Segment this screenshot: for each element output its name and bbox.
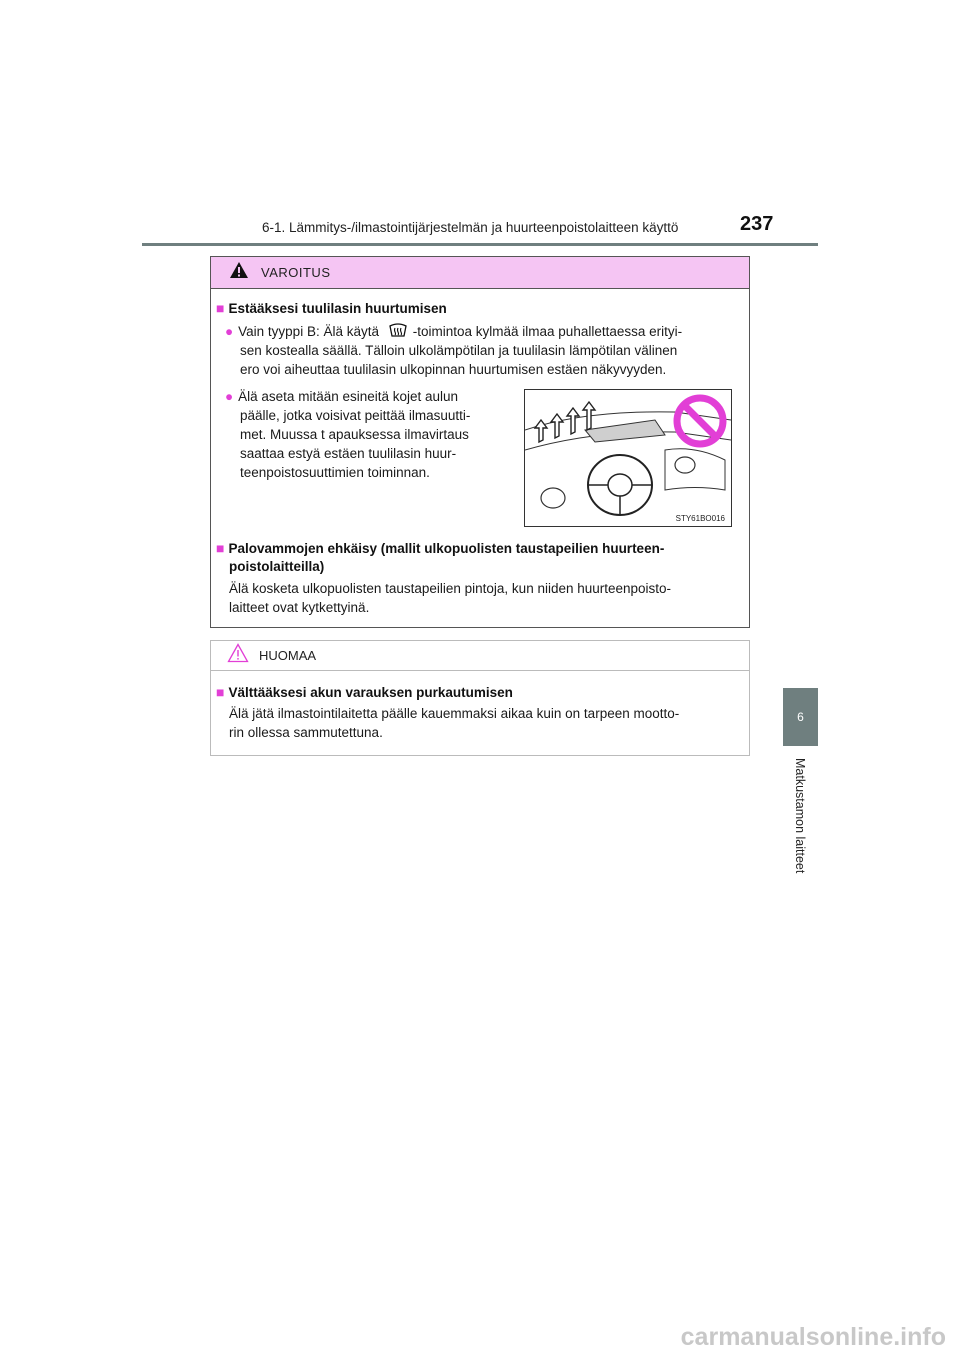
warning-title: VAROITUS — [261, 265, 331, 280]
section-2-title-line-1: Palovammojen ehkäisy (mallit ulkopuolisten taustapeilien huurteen- — [228, 541, 665, 556]
notice-text-line-2: rin ollessa sammutettuna. — [229, 725, 383, 740]
bullet-1-line-3: ero voi aiheuttaa tuulilasin ulkopinnan huurtumisen estäen näkyvyyden. — [240, 362, 667, 377]
section-2-text-line-2: laitteet ovat kytkettyinä. — [229, 600, 370, 615]
bullet-2-line-4: saattaa estyä estäen tuulilasin huur- — [240, 446, 457, 461]
header-divider — [142, 243, 818, 246]
notice-triangle-icon — [227, 643, 249, 668]
bullet-1-text-a: Vain tyyppi B: Älä käytä — [238, 324, 379, 340]
chapter-label: Matkustamon laitteet — [793, 758, 807, 874]
chapter-number: 6 — [797, 710, 804, 724]
watermark: carmanualsonline.info — [680, 1323, 946, 1351]
notice-box — [210, 640, 750, 756]
bullet-1-line-2: sen kostealla säällä. Tälloin ulkolämpötilan ja tuulilasin lämpötilan välinen — [240, 343, 678, 358]
section-2-title-line-2: poistolaitteilla) — [229, 559, 325, 574]
page-number: 237 — [740, 213, 774, 235]
bullet-2-text: Älä aseta mitään esineitä kojet aulun — [238, 389, 459, 404]
notice-section-title: ■ Välttääksesi akun varauksen purkautumisen — [216, 684, 513, 700]
bullet-2-line-3: met. Muussa t apauksessa ilmavirtaus — [240, 427, 469, 442]
notice-text-line-1: Älä jätä ilmastointilaitetta päälle kauemmaksi aikaa kuin on tarpeen mootto- — [229, 706, 680, 721]
bullet-1-line-1: ● Vain tyyppi B: Älä käytä -toimintoa kylmää ilmaa puhallettaessa erityi- — [225, 322, 745, 343]
notice-title: HUOMAA — [259, 648, 317, 663]
bullet-1-text-b: -toimintoa kylmää ilmaa puhallettaessa erityi- — [412, 324, 683, 340]
chapter-tab — [783, 688, 818, 746]
dashboard-illustration — [524, 389, 732, 527]
section-2-text-line-1: Älä kosketa ulkopuolisten taustapeilien pintoja, kun niiden huurteenpoisto- — [229, 581, 672, 596]
section-palovammat-title: ■ Palovammojen ehkäisy (mallit ulkopuolisten taustapeilien huurteen- — [216, 540, 665, 556]
header-section-title: 6-1. Lämmitys-/ilmastointijärjestelmän ja huurteenpoistolaitteen käyttö — [262, 220, 679, 235]
rear-defroster-icon — [387, 322, 409, 343]
notice-section-title-text: Välttääksesi akun varauksen purkautumisen — [228, 685, 513, 700]
illustration-code: STY61BO016 — [675, 514, 725, 523]
warning-triangle-icon — [229, 261, 249, 284]
prohibited-icon — [673, 394, 727, 453]
warning-header — [211, 257, 749, 289]
notice-header — [211, 641, 749, 671]
bullet-2-line-2: päälle, jotka voisivat peittää ilmasuutti- — [240, 408, 471, 423]
bullet-2-line-1: ● Älä aseta mitään esineitä kojet aulun — [225, 389, 459, 404]
bullet-2-line-5: teenpoistosuuttimien toiminnan. — [240, 465, 430, 480]
warning-box — [210, 256, 750, 628]
section-title-text: Estääksesi tuulilasin huurtumisen — [228, 301, 447, 316]
section-estaa-huurtumisen-title: ■ Estääksesi tuulilasin huurtumisen — [216, 300, 447, 316]
